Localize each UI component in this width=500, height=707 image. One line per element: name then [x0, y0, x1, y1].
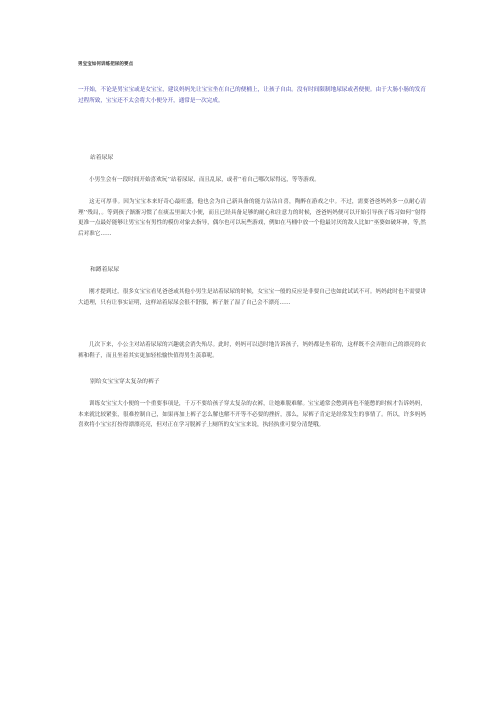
section-heading-clothing: 别给女宝宝穿太复杂的裤子	[90, 379, 160, 385]
section-heading-standing: 站着尿尿	[90, 155, 114, 161]
section-paragraph: 训练女宝宝大小便的一个重要事项是，千万不要给孩子穿太复杂的衣裤，让她难脱难解。宝宝通常会憋到再也不能憋的时候才告诉妈妈，本来就比较紧张，很难控制自己，如果再加上裤子怎么解也解不开等不必要的挫折，那么，尿裤子肯定是经常发生的事情了。所以，许多妈妈喜欢将小宝宝打扮得漂漂亮亮，但对正在学习脱裤子上厕所的女宝宝来说，执轻执重可要分清楚哦。	[78, 401, 426, 428]
section-paragraph: 这无可厚非。因为宝宝本来好奇心最旺盛，他也会为自己新具备的能力沾沾自喜，陶醉在游戏之中。不过，需要爸爸妈妈多一点耐心清理’’残局，。等到孩子渐渐习惯了在痰盂里面大小便，而且已经具备足够的耐心和注意力的时候，爸爸妈妈便可以开始引导孩子练习如何’’射得更准一点最好能够让男宝宝有男性的模仿对象去指导，偶尔也可以玩些游戏，例如在马桶中放一个他最讨厌的敌人比如’’巫婆如破坏神，等,然后对准它……	[78, 199, 426, 237]
section-paragraph: 小男生会有一段时间开始喜欢玩’’站着尿尿，而且乱尿，或者’’看自己哪次尿得远，等等游戏。	[89, 177, 320, 183]
section-paragraph: 几次下来，小公主对站着尿尿的兴趣就会消失殆尽。此时，妈妈可以适时地告诉孩子，妈妈都是坐着的，这样既不会弄脏自己的漂亮的衣裤和鞋子，而且坐着其实更加轻松愉快值得男生羡慕呢。	[78, 342, 426, 359]
section-paragraph: 刚才提到过，很多女宝宝看见爸爸或其他小男生是站着尿尿的时候，女宝宝一般的反应是非要自己也如此试试不可。妈妈此时也不需要讲大道理，只有让事实证明，这样站着尿尿会很不舒服，裤子脏了湿了自己会不漂亮……	[78, 289, 426, 306]
intro-paragraph: 一开始，不论是男宝宝或是女宝宝，建议妈妈先让宝宝坐在自己的便桶上，让孩子自由。没有时间限制地尿尿或者便便。由于大肠小肠的发育过程所致，宝宝还不太会将大小便分开，通常是一次完成。	[78, 87, 426, 104]
document-header: 男宝宝如何训练把尿的要点	[78, 62, 134, 67]
section-heading-squatting: 和蹲着尿尿	[90, 267, 119, 273]
